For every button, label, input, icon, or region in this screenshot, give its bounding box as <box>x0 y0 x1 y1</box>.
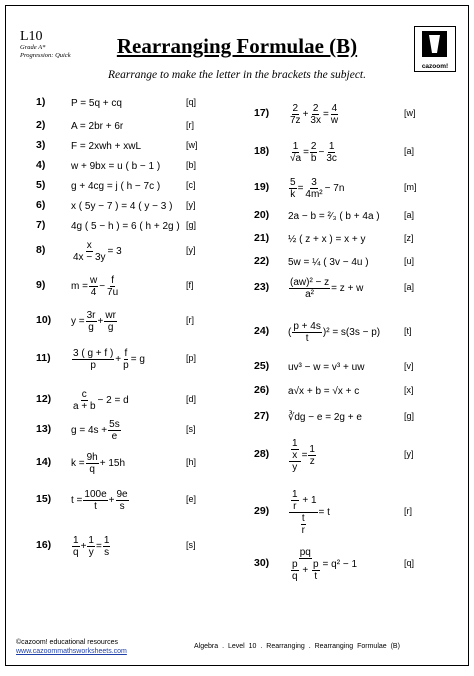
question-number: 29) <box>254 505 270 517</box>
fraction: $\frac{1}{y}$ <box>88 534 94 558</box>
subject-variable: [s] <box>186 540 196 550</box>
question-expression: 5w = ¼ ( 3v − 4u ) <box>288 256 369 268</box>
subject-variable: [g] <box>404 411 415 421</box>
question-number: 8) <box>36 244 46 256</box>
question-expression: $\frac{1}{√a}$ = $\frac{2}{b}$ − $\frac{1}{3c}$ <box>290 140 337 164</box>
question-number: 7) <box>36 219 46 231</box>
question-number: 5) <box>36 179 46 191</box>
fraction: $\frac{wr}{g}$ <box>105 309 116 333</box>
question-expression: 4g ( 5 − h ) = 6 ( h + 2g ) <box>71 220 180 232</box>
page-title: Rearranging Formulae (B) <box>116 34 358 58</box>
subject-variable: [m] <box>404 182 417 192</box>
question-expression: $\frac{\text{(aw)² − z}}{\text{a²}}$ = z + w <box>290 276 364 300</box>
fraction: $\frac{1}{s}$ <box>103 534 110 558</box>
question-number: 24) <box>254 325 270 337</box>
question-number: 2) <box>36 119 46 131</box>
fraction: $\frac{1}{x}$ <box>292 437 298 461</box>
question-expression: $\frac{3 ( g + f )}{p}$ + $\frac{f}{p}$ = g <box>73 347 145 371</box>
question-expression: $\frac{c}{a + b}$ − 2 = d <box>73 388 129 412</box>
question-number: 19) <box>254 181 270 193</box>
footer-breadcrumb: Algebra . Level 10 . Rearranging . Rearranging Formulae (B) <box>194 643 400 650</box>
question-expression: F = 2xwh + xwL <box>71 140 142 152</box>
fraction: $\frac{1}{3c}$ <box>326 140 337 164</box>
fraction: $\frac{5s}{e}$ <box>109 418 120 442</box>
question-expression: $\frac{1}{q}$ + $\frac{1}{y}$ = $\frac{1}{s}$ <box>73 534 110 558</box>
level-code: L10 <box>20 29 43 44</box>
question-number: 30) <box>254 557 270 569</box>
subject-variable: [a] <box>404 146 415 156</box>
complex-fraction: $\frac{\frac{1}{x}}{y}$ <box>289 438 301 473</box>
question-number: 23) <box>254 281 270 293</box>
page-instructions: Rearrange to make the letter in the brackets the subject. <box>107 69 367 81</box>
question-expression: m = $\frac{w}{4}$ − $\frac{f}{7u}$ <box>71 274 119 298</box>
subject-variable: [f] <box>186 280 194 290</box>
question-expression: P = 5q + cq <box>71 97 122 109</box>
subject-variable: [z] <box>404 233 414 243</box>
question-expression: $\frac{x}{4x - 3y}$ = 3 <box>73 239 122 263</box>
question-expression: x ( 5y − 7 ) = 4 ( y − 3 ) <box>71 200 173 212</box>
fraction: $\frac{9e}{s}$ <box>116 488 128 512</box>
question-expression: y = $\frac{3r}{g}$ + $\frac{wr}{g}$ <box>71 309 116 333</box>
question-number: 25) <box>254 360 270 372</box>
subject-variable: [r] <box>404 506 412 516</box>
question-expression: $\frac{2}{7z}$ + $\frac{2}{3x}$ = $\frac{4}{w}$ <box>290 102 339 126</box>
subject-variable: [r] <box>186 120 194 130</box>
question-number: 14) <box>36 456 52 468</box>
subject-variable: [v] <box>404 361 414 371</box>
question-expression: ∛dg − e = 2g + e <box>288 411 362 423</box>
website-link[interactable]: www.cazoommathsworksheets.com <box>16 648 127 655</box>
question-number: 12) <box>36 393 52 405</box>
subject-variable: [h] <box>186 457 197 467</box>
fraction: $\frac{x}{4x - 3y}$ <box>73 239 106 263</box>
logo-text: cazoom! <box>421 63 449 70</box>
fraction: $\frac{1}{r}$ <box>292 488 298 512</box>
question-expression: pq $\frac{p}{q}$ + $\frac{p}{t}$ = q² − 1 <box>288 542 357 586</box>
question-expression: g + 4cg = j ( h − 7c ) <box>71 180 161 192</box>
question-number: 22) <box>254 255 270 267</box>
subject-variable: [q] <box>186 97 197 107</box>
subject-variable: [u] <box>404 256 415 266</box>
question-number: 21) <box>254 232 270 244</box>
subject-variable: [e] <box>186 494 197 504</box>
footer-left <box>16 638 127 656</box>
fraction: $\frac{\text{(aw)² − z}}{\text{a²}}$ <box>290 276 330 300</box>
subject-variable: [d] <box>186 394 197 404</box>
complex-fraction: $\frac{1}{r}$ + 1 $\frac{t}{r}$ <box>289 489 318 536</box>
question-number: 13) <box>36 423 52 435</box>
fraction: $\frac{w}{4}$ <box>89 274 98 298</box>
question-expression: 2a − b = ²⁄₃ ( b + 4a ) <box>288 210 380 222</box>
question-expression: w + 9bx = u ( b − 1 ) <box>71 160 161 172</box>
question-number: 17) <box>254 107 270 119</box>
subject-variable: [t] <box>404 326 412 336</box>
question-expression: g = 4s + $\frac{5s}{e}$ <box>71 418 120 442</box>
fraction: $\frac{3 ( g + f )}{p}$ <box>73 347 114 371</box>
question-number: 20) <box>254 209 270 221</box>
fraction: $\frac{2}{7z}$ <box>290 102 301 126</box>
question-expression: $\frac{5}{k}$ = $\frac{3}{\text{4m²}}$ − 7n <box>290 176 345 200</box>
question-number: 11) <box>36 352 51 364</box>
fraction: $\frac{4}{w}$ <box>330 102 339 126</box>
subject-variable: [s] <box>186 424 196 434</box>
trophy-icon <box>415 27 454 60</box>
fraction: $\frac{p}{q}$ <box>292 558 298 582</box>
fraction: $\frac{p + 4s}{t}$ <box>293 320 321 344</box>
fraction: $\frac{2}{3x}$ <box>310 102 321 126</box>
subject-variable: [c] <box>186 180 196 190</box>
question-number: 28) <box>254 448 270 460</box>
question-number: 15) <box>36 493 52 505</box>
subject-variable: [y] <box>404 449 414 459</box>
question-number: 1) <box>36 96 46 108</box>
question-number: 27) <box>254 410 270 422</box>
fraction: $\frac{t}{r}$ <box>301 512 305 536</box>
question-expression: a√x + b = √x + c <box>288 385 360 397</box>
fraction: $\frac{1}{√a}$ <box>290 140 302 164</box>
fraction: $\frac{p}{t}$ <box>312 558 319 582</box>
question-number: 10) <box>36 314 52 326</box>
progression-label: Progression: Quick <box>20 52 71 59</box>
fraction: $\frac{f}{7u}$ <box>107 274 119 298</box>
question-expression: $\frac{\frac{1}{x}}{y}$ = $\frac{1}{z}$ <box>288 433 317 477</box>
subject-variable: [w] <box>186 140 198 150</box>
subject-variable: [b] <box>186 160 197 170</box>
question-number: 4) <box>36 159 46 171</box>
question-number: 16) <box>36 539 52 551</box>
subject-variable: [a] <box>404 210 415 220</box>
subject-variable: [x] <box>404 385 414 395</box>
question-number: 6) <box>36 199 46 211</box>
subject-variable: [p] <box>186 353 197 363</box>
fraction: $\frac{5}{k}$ <box>290 176 296 200</box>
fraction: $\frac{c}{a + b}$ <box>73 388 96 412</box>
question-expression: uv³ − w = v³ + uw <box>288 361 365 373</box>
subject-variable: [y] <box>186 200 196 210</box>
question-expression: A = 2br + 6r <box>71 120 124 132</box>
subject-variable: [q] <box>404 558 415 568</box>
cazoom-logo <box>414 26 456 72</box>
fraction: $\frac{2}{b}$ <box>310 140 317 164</box>
question-expression: t = $\frac{100e}{t}$ + $\frac{9e}{s}$ <box>71 488 128 512</box>
worksheet-page <box>5 5 469 666</box>
subject-variable: [a] <box>404 282 415 292</box>
fraction: $\frac{3r}{g}$ <box>86 309 96 333</box>
subject-variable: [g] <box>186 220 197 230</box>
fraction: $\frac{1}{z}$ <box>309 443 315 467</box>
subject-variable: [y] <box>186 245 196 255</box>
fraction: $\frac{1}{q}$ <box>73 534 79 558</box>
question-number: 9) <box>36 279 46 291</box>
complex-fraction: pq $\frac{p}{q}$ + $\frac{p}{t}$ <box>292 546 319 582</box>
question-expression: ( $\frac{p + 4s}{t}$ )² = s(3s − p) <box>288 320 381 344</box>
question-expression: $\frac{1}{r}$ + 1 $\frac{t}{r}$ = t <box>288 486 330 538</box>
copyright-text: ©cazoom! educational resources <box>16 639 119 646</box>
fraction: $\frac{3}{\text{4m²}}$ <box>305 176 323 200</box>
question-expression: k = $\frac{9h}{q}$ + 15h <box>71 451 126 475</box>
fraction: $\frac{f}{p}$ <box>123 347 129 371</box>
grade-label: Grade A* <box>20 44 46 51</box>
fraction: $\frac{100e}{t}$ <box>84 488 107 512</box>
question-number: 18) <box>254 145 270 157</box>
question-expression: ½ ( z + x ) = x + y <box>288 233 366 245</box>
fraction: $\frac{9h}{q}$ <box>86 451 98 475</box>
subject-variable: [w] <box>404 108 416 118</box>
question-number: 3) <box>36 139 46 151</box>
subject-variable: [r] <box>186 315 194 325</box>
question-number: 26) <box>254 384 270 396</box>
